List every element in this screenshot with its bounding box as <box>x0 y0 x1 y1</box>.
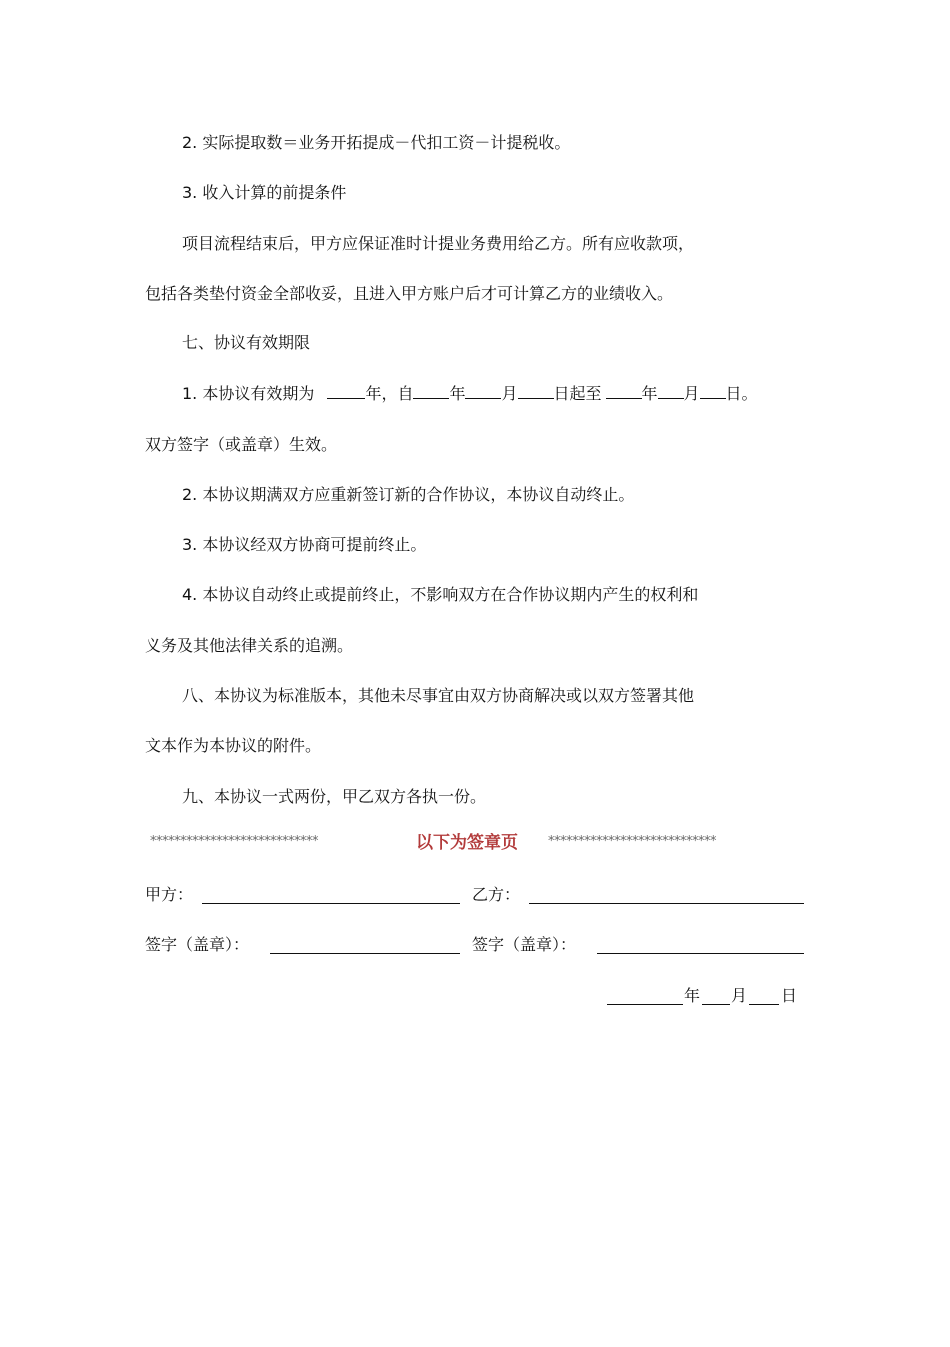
validity-year-label-2: 年 <box>449 384 466 403</box>
clause-validity-effective: 双方签字（或盖章）生效。 <box>145 435 338 454</box>
party-b-line <box>529 903 804 904</box>
clause-termination-effect-line1: 4. 本协议自动终止或提前终止，不影响双方在合作协议期内产生的权利和 <box>182 585 699 604</box>
section-8-line1: 八、本协议为标准版本，其他未尽事宜由双方协商解决或以双方签署其他 <box>182 686 695 705</box>
clause-expiry: 2. 本协议期满双方应重新签订新的合作协议，本协议自动终止。 <box>182 485 635 504</box>
clause-early-termination: 3. 本协议经双方协商可提前终止。 <box>182 535 427 554</box>
party-a-sign-label: 签字（盖章）： <box>145 935 250 954</box>
blank-start-year <box>413 384 449 399</box>
date-day-line <box>749 1004 779 1005</box>
clause-validity-period <box>182 384 758 404</box>
clause-income-condition-heading: 3. 收入计算的前提条件 <box>182 183 347 202</box>
clause-income-condition-line1: 项目流程结束后，甲方应保证准时计提业务费用给乙方。所有应收款项， <box>182 234 695 253</box>
validity-year-label: 年，自 <box>365 384 414 403</box>
blank-start-day <box>518 384 554 399</box>
clause-income-condition-line2: 包括各类垫付资金全部收妥，且进入甲方账户后才可计算乙方的业绩收入。 <box>145 284 674 303</box>
stars-right: **************************** <box>548 834 716 849</box>
date-day-label: 日 <box>781 986 798 1005</box>
blank-end-year <box>606 384 642 399</box>
blank-end-month <box>658 384 684 399</box>
validity-month-label: 月 <box>501 384 518 403</box>
clause-termination-effect-line2: 义务及其他法律关系的追溯。 <box>145 636 354 655</box>
validity-month-label-2: 月 <box>683 384 700 403</box>
party-a-line <box>202 903 460 904</box>
party-b-label: 乙方： <box>472 885 521 904</box>
blank-years <box>327 384 365 399</box>
date-month-label: 月 <box>731 986 748 1005</box>
date-year-label: 年 <box>684 986 701 1005</box>
party-b-sign-line <box>597 953 804 954</box>
party-a-sign-line <box>270 953 460 954</box>
validity-prefix: 1. 本协议有效期为 <box>182 384 315 403</box>
party-b-sign-label: 签字（盖章）： <box>472 935 577 954</box>
section-9: 九、本协议一式两份，甲乙双方各执一份。 <box>182 787 487 806</box>
section-8-line2: 文本作为本协议的附件。 <box>145 736 322 755</box>
date-month-line <box>702 1004 730 1005</box>
section-7-heading: 七、协议有效期限 <box>182 333 311 352</box>
validity-day-from-label: 日起至 <box>553 384 602 403</box>
validity-day-end-label: 日。 <box>725 384 758 403</box>
blank-start-month <box>465 384 501 399</box>
stars-left: **************************** <box>150 834 318 849</box>
party-a-label: 甲方： <box>145 885 194 904</box>
clause-actual-amount: 2. 实际提取数＝业务开拓提成－代扣工资－计提税收。 <box>182 133 571 152</box>
date-year-line <box>607 1004 683 1005</box>
validity-year-label-3: 年 <box>641 384 658 403</box>
signature-page-title: 以下为签章页 <box>416 833 518 853</box>
blank-end-day <box>700 384 726 399</box>
